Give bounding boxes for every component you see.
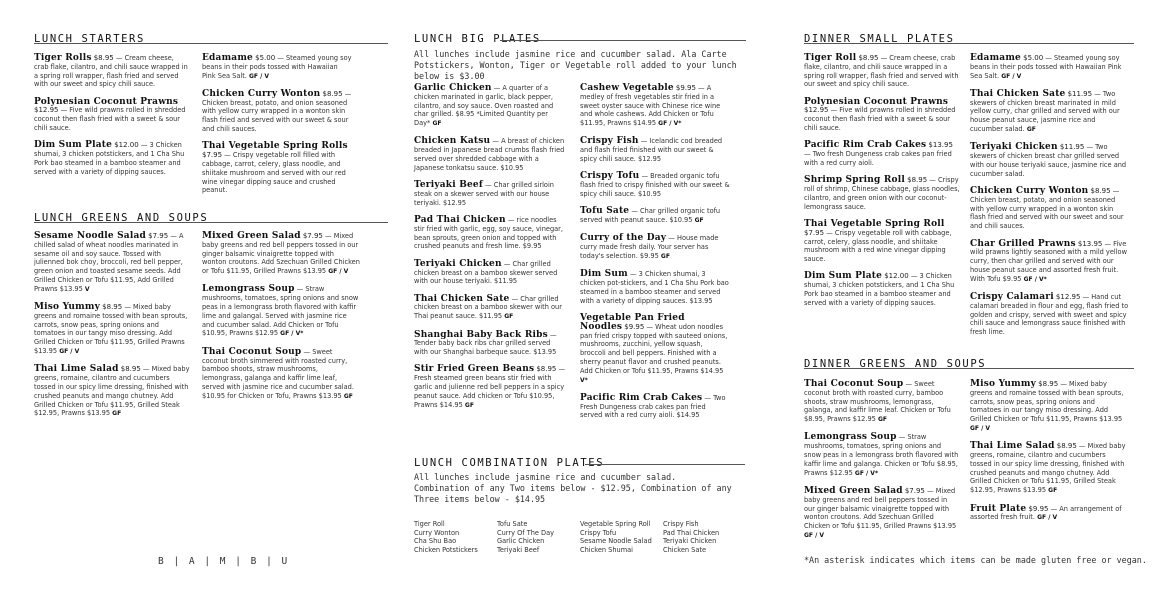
- menu-item-price: $11.95: [1067, 89, 1093, 98]
- dinner-small-title: DINNER SMALL PLATES: [804, 33, 955, 45]
- menu-item-diet-tag: GF / V: [328, 268, 349, 276]
- menu-item: [34, 365, 190, 419]
- combo-item: Chicken Potstickers: [414, 545, 478, 554]
- menu-item: [202, 232, 360, 277]
- lunch-starters-left: [34, 54, 190, 185]
- menu-item-description: — Char grilled organic tofu served with peanut sauce. $10.95: [580, 207, 721, 225]
- divider: [585, 464, 745, 465]
- menu-item-description: — A quarter of a chicken marinated in garlic, black pepper, cilantro, and soy sauce. Oven roasted and char grilled. $8.95 *Limited Quantity per Day*: [414, 84, 554, 128]
- menu-item-description: — Crispy roll of shrimp, Chinese cabbage, glass noodles, cilantro, and green onion with our coconut-lemongrass sauce.: [804, 176, 960, 211]
- menu-item: [804, 141, 960, 167]
- menu-item: [580, 84, 730, 129]
- combo-column-3: [580, 520, 652, 554]
- menu-item-price: $12.95: [804, 106, 829, 115]
- lunch-greens-right: [202, 232, 360, 410]
- menu-item-description: — House made curry made fresh daily. Your server has today's selection. $9.95: [580, 234, 719, 260]
- menu-item-name: Thai Chicken Sate: [414, 293, 510, 304]
- menu-item-price: $5.00: [1023, 54, 1044, 62]
- menu-item-name: Thai Lime Salad: [970, 441, 1055, 452]
- menu-item-name: Pacific Rim Crab Cakes: [580, 392, 703, 403]
- menu-item-price: $7.95: [904, 486, 925, 495]
- combo-item: Curry Of The Day: [497, 528, 555, 537]
- menu-item-description: — Crispy vegetable roll with cabbage, carrot, celery, glass noodle, and shiitake mushroom with a red wine vinegar dipping sauce.: [804, 228, 952, 264]
- menu-item-price: $8.95: [120, 365, 141, 374]
- menu-item-name: Thai Coconut Soup: [804, 379, 904, 389]
- menu-item-diet-tag: GF / V*: [658, 120, 682, 128]
- menu-item: [580, 394, 730, 420]
- menu-item-diet-tag: GF: [1026, 126, 1036, 134]
- menu-item-name: Crispy Calamari: [970, 292, 1054, 303]
- menu-item-name: Pad Thai Chicken: [414, 215, 506, 226]
- menu-item-description: — Five wild prawns lightly seasoned with a mild yellow curry, then char grilled and served with our house peanut sauce and assorted fresh fruit. With Tofu $9.95: [970, 239, 1127, 283]
- menu-item-name: Tofu Sate: [580, 206, 630, 217]
- menu-item: [970, 90, 1130, 135]
- menu-item-diet-tag: GF / V: [1037, 514, 1058, 522]
- combo-item: Cha Shu Bao: [414, 537, 457, 546]
- dinner-small-left: [804, 54, 960, 316]
- menu-item: [970, 505, 1128, 524]
- combo-item: Tofu Sate: [497, 520, 528, 528]
- lunch-combo-title: LUNCH COMBINATION PLATES: [414, 457, 605, 469]
- menu-item-name: Shrimp Spring Roll: [804, 175, 905, 186]
- menu-item-description: — Steamed young soy beans in their pods tossed with Hawaiian Pink Sea Salt.: [202, 54, 352, 80]
- menu-item: [580, 137, 730, 163]
- menu-item-name: Chicken Curry Wonton: [970, 186, 1089, 197]
- menu-item-price: $8.95: [102, 303, 123, 312]
- menu-item-description: — A breast of chicken breaded in Japanese bread crumbs flash fried served over shredded cabbage with a Japanese tonkatsu sauce. $10.95: [414, 137, 565, 172]
- menu-item-description: — Straw mushrooms, tomatoes, spring onions and snow peas in a lemongrass broth flavored with kaffir lime and galanga. Chicken or Tofu $8.95, Prawns $12.95: [804, 433, 959, 477]
- menu-item-diet-tag: GF / V*: [1023, 275, 1047, 283]
- dinner-greens-left: [804, 380, 960, 549]
- menu-item-name: Shanghai Baby Back Ribs: [414, 329, 548, 340]
- menu-item-price: $7.95: [148, 232, 169, 240]
- menu-item-name: Mixed Green Salad: [202, 231, 301, 241]
- menu-item-name: Thai Vegetable Spring Roll: [804, 218, 945, 229]
- lunch-big-right: [580, 84, 730, 429]
- menu-item: [414, 84, 566, 129]
- divider: [804, 368, 1134, 369]
- menu-item-description: — Straw mushrooms, tomatoes, spring onions and snow peas in a lemongrass broth flavored with kaffir lime and galangal. Served with jasmine rice and cucumber salad. Add Chicken or Tofu $10.95, Prawns $12.95: [202, 285, 359, 338]
- menu-item-name: Polynesian Coconut Prawns: [34, 96, 179, 107]
- menu-item: [202, 285, 360, 339]
- menu-item: [34, 54, 190, 89]
- menu-item-description: — Fresh steamed green beans stir fried with garlic and julienne red bell peppers in a spicy peanut sauce. Add chicken or Tofu $10.95, Prawns $14.95: [414, 365, 566, 409]
- menu-item: [970, 54, 1130, 81]
- menu-item-name: Dim Sum Plate: [804, 271, 883, 282]
- menu-item-name: Teriyaki Chicken: [970, 142, 1058, 153]
- lunch-starters-title: LUNCH STARTERS: [34, 33, 145, 45]
- menu-item-diet-tag: GF: [432, 120, 442, 128]
- combo-item: Tiger Roll: [414, 520, 445, 528]
- menu-item: [804, 54, 960, 89]
- menu-item-description: — Two skewers of chicken breast marinated in mild yellow curry, char grilled and served with our house peanut sauce, jasmine rice and cucumber salad.: [970, 89, 1120, 134]
- menu-item-description: — Chicken breast, potato, and onion seasoned with yellow curry wrapped in a wonton skin flash fried and served with our sweet and sour and chili sauces.: [970, 187, 1124, 231]
- menu-item-diet-tag: GF: [660, 252, 670, 260]
- menu-item: [804, 272, 960, 307]
- menu-item-description: — Mixed baby greens and red bell peppers tossed in our ginger balsamic vinaigrette topped with wonton croutons. Add Szechuan Grilled Chicken or Tofu $11.95, Grilled Prawns $13.95: [804, 486, 957, 531]
- combo-item: Vegetable Spring Roll: [580, 520, 651, 528]
- menu-item-name: Chicken Curry Wonton: [202, 88, 321, 99]
- menu-item-description: — Char grilled chicken breast on a bamboo skewer with our Thai peanut sauce. $11.95: [414, 294, 562, 321]
- menu-item: [414, 181, 566, 207]
- menu-item-price: $7.95: [302, 232, 323, 240]
- menu-item: [414, 365, 566, 410]
- menu-item-price: $5.00: [255, 54, 276, 62]
- menu-item-description: — Two Fresh Dungeness crab cakes pan fried served with a red curry aioli. $14.95: [580, 393, 726, 420]
- menu-item-description: — Mixed baby greens, romaine, cilantro and cucumbers tossed in our spicy lime dressing, finished with crushed peanuts and mango chutney. Add Grilled Chicken or Tofu $11.95, Grilled Steak $12.95, Prawns $13.95: [970, 442, 1126, 495]
- menu-item: [804, 220, 960, 264]
- menu-item-description: — 3 Chicken shumai, 3 chicken potstickers, and 1 Cha Shu Pork bao steamed in a bamboo steamer and served with a variety of dipping sauces.: [34, 141, 185, 176]
- menu-item-name: Crispy Fish: [580, 136, 639, 147]
- menu-item-description: — Five wild prawns rolled in shredded coconut then flash fried with a sweet & sour chili sauce.: [34, 106, 186, 133]
- menu-item-description: — Chicken breast, potato, and onion seasoned with yellow curry wrapped in a wonton skin flash fried and served with our sweet & sour and chili sauces.: [202, 89, 352, 134]
- lunch-greens-title: LUNCH GREENS AND SOUPS: [34, 212, 209, 224]
- menu-item-price: $9.95: [675, 84, 696, 92]
- menu-item-name: Pacific Rim Crab Cakes: [804, 140, 927, 151]
- combo-column-4: [663, 520, 719, 554]
- menu-item: [970, 442, 1128, 496]
- menu-item: [414, 331, 566, 357]
- combo-item: Curry Wonton: [414, 528, 460, 537]
- menu-item-name: Fruit Plate: [970, 503, 1027, 514]
- menu-item-description: — Steamed young soy beans in their pods tossed with Hawaiian Pink Sea Salt.: [970, 54, 1122, 80]
- menu-item-diet-tag: V: [84, 285, 90, 293]
- menu-item-name: Sesame Noodle Salad: [34, 231, 146, 241]
- menu-item-description: — 3 Chicken shumai, 3 chicken potstickers, and 1 Cha Shu Pork bao steamed in a bamboo steamer and served with a variety of dipping sauces.: [804, 272, 955, 307]
- combo-item: Chicken Shumai: [580, 545, 633, 554]
- lunch-big-note: All lunches include jasmine rice and cucumber salad. Ala Carte Potstickers, Wonton, Tiger or Vegetable roll added to your lunch below is $3.00: [414, 49, 737, 81]
- combo-item: Pad Thai Chicken: [663, 528, 720, 537]
- menu-item-description: — Mixed baby greens and romaine tossed with bean sprouts, carrots, snow peas, spring onions and tomatoes in our tangy miso dressing. Add Grilled Chicken or Tofu $11.95, Grilled Prawns $13.95: [34, 303, 188, 356]
- menu-item-diet-tag: GF / V: [59, 348, 80, 356]
- combo-column-2: [497, 520, 554, 554]
- menu-item-diet-tag: GF: [877, 416, 887, 424]
- menu-item-name: Teriyaki Beef: [414, 180, 483, 191]
- menu-item: [804, 98, 960, 133]
- menu-item-name: Miso Yummy: [970, 379, 1037, 389]
- combo-column-1: [414, 520, 478, 554]
- menu-item: [414, 260, 566, 286]
- gluten-free-footnote: *An asterisk indicates which items can be made gluten free or vegan.: [804, 555, 1147, 565]
- menu-item-price: $13.95: [1077, 239, 1103, 248]
- menu-item-price: $13.95: [928, 141, 953, 150]
- dinner-greens-right: [970, 380, 1128, 532]
- combo-item: Garlic Chicken: [497, 537, 545, 546]
- menu-item-price: $11.95: [1059, 143, 1085, 152]
- menu-item-diet-tag: GF / V: [804, 531, 825, 539]
- menu-item: [580, 172, 730, 198]
- menu-item-name: Polynesian Coconut Prawns: [804, 96, 949, 107]
- menu-item-description: — Cream cheese, crab flake, cilantro, and chili sauce wrapped in a spring roll wrapper, flash fried and served with our sweet and spicy chili sauce.: [34, 54, 188, 89]
- menu-item-name: Lemongrass Soup: [804, 432, 897, 443]
- menu-item-description: — Cream cheese, crab flake, cilantro, and chili sauce wrapped in a spring roll wrapper, flash fried and served with our sweet and spicy chili sauce.: [804, 54, 959, 89]
- menu-item-price: $9.95: [624, 322, 645, 331]
- menu-item: [970, 293, 1130, 337]
- menu-item: [34, 98, 190, 133]
- combo-item: Chicken Sate: [663, 545, 707, 554]
- menu-item-diet-tag: GF: [112, 410, 122, 418]
- menu-item-diet-tag: GF / V: [248, 72, 270, 80]
- menu-item-name: Tiger Rolls: [34, 53, 92, 63]
- menu-item-diet-tag: GF: [694, 217, 704, 225]
- divider: [500, 40, 746, 41]
- menu-item-price: $12.00: [884, 272, 909, 281]
- menu-item-name: Lemongrass Soup: [202, 284, 295, 295]
- menu-item-description: — Mixed baby greens and romaine tossed with bean sprouts, carrots, snow peas, spring onions and tomatoes in our tangy miso dressing. Add Grilled Chicken or Tofu $11.95, Prawns $13.95: [970, 380, 1124, 424]
- menu-item-diet-tag: GF: [464, 401, 474, 409]
- menu-item-price: $7.95: [804, 228, 825, 237]
- dinner-small-right: [970, 54, 1130, 346]
- lunch-big-title: LUNCH BIG PLATES: [414, 33, 541, 45]
- menu-item-name: Mixed Green Salad: [804, 485, 903, 496]
- menu-item: [580, 234, 730, 261]
- menu-item: [804, 433, 960, 478]
- menu-item-name: Vegetable Pan Fried Noodles: [580, 312, 685, 332]
- menu-item-description: — An arrangement of assorted fresh fruit.: [970, 504, 1122, 522]
- combo-item: Teriyaki Beef: [497, 545, 540, 554]
- menu-item-price: $9.95: [1028, 504, 1049, 513]
- combo-item: Crispy Fish: [663, 520, 699, 528]
- menu-item-name: Thai Coconut Soup: [202, 346, 302, 357]
- menu-item: [580, 270, 730, 305]
- menu-item-price: $8.95: [1090, 187, 1111, 196]
- menu-item-price: $8.95: [907, 176, 928, 185]
- menu-item-description: — Two fresh Dungeness crab cakes pan fried with a red curry aioli.: [804, 150, 952, 167]
- menu-item-description: — Five wild prawns rolled in shredded coconut then flash fried with a sweet & sour chili sauce.: [804, 106, 956, 133]
- menu-item-name: Garlic Chicken: [414, 83, 492, 93]
- menu-item: [970, 187, 1130, 231]
- menu-item: [414, 216, 566, 251]
- menu-item-description: — Icelandic cod breaded and flash fried finished with our sweet & spicy chili sauce. $12.95: [580, 137, 723, 164]
- menu-item: [202, 54, 352, 81]
- menu-item-description: — Mixed baby greens and red bell peppers tossed in our ginger balsamic vinaigrette topped with wonton croutons. Add Szechuan Grilled Chicken or Tofu $11.95, Grilled Prawns $13.95: [202, 232, 360, 276]
- menu-item-price: $8.95: [536, 365, 557, 374]
- menu-item-name: Dim Sum: [580, 269, 628, 280]
- menu-item: [34, 141, 190, 176]
- menu-item: [202, 142, 352, 195]
- menu-item-name: Dim Sum Plate: [34, 140, 113, 151]
- menu-item-name: Stir Fried Green Beans: [414, 364, 535, 375]
- divider: [34, 43, 388, 44]
- menu-item-name: Crispy Tofu: [580, 171, 640, 182]
- menu-item-name: Chicken Katsu: [414, 136, 491, 147]
- menu-item-price: $8.95: [93, 54, 114, 62]
- menu-item-description: — rice noodles stir fried with garlic, egg, soy sauce, vinegar, bean sprouts, green onion and topped with crushed peanuts and fresh lime. $9.95: [414, 216, 563, 251]
- menu-item-description: — Breaded organic tofu flash fried to crispy finished with our sweet & spicy chili sauce. $10.95: [580, 172, 730, 198]
- menu-item-name: Char Grilled Prawns: [970, 238, 1076, 249]
- menu-item-description: — Tender baby back ribs char grilled served with our Shanghai barbeque sauce. $13.95: [414, 330, 557, 357]
- menu-item-name: Miso Yummy: [34, 302, 101, 313]
- menu-item: [970, 380, 1128, 434]
- menu-item: [580, 207, 730, 226]
- menu-item-description: — A chilled salad of wheat noodles marinated in sesame oil and soy sauce. Tossed with julienned bok choy, broccoli, red bell pepper, green onion and toasted sesame seeds. Add Grilled Chicken or Tofu $11.95, Add Grilled Prawns $13.95: [34, 232, 184, 293]
- menu-item: [414, 295, 566, 322]
- lunch-starters-right: [202, 54, 352, 204]
- menu-item: [414, 137, 566, 172]
- menu-item-name: Edamame: [970, 53, 1021, 63]
- menu-item-description: — Sweet coconut broth with roasted curry, bamboo shoots, straw mushrooms, lemongrass, galanga, and kaffir lime leaf. Chicken or Tofu $8.95, Prawns $12.95: [804, 380, 951, 424]
- menu-item-description: — Hand cut calamari breaded in flour and egg, flash fried to golden and crispy, served with sweet and spicy chili sauce and lemongrass sauce finished with fresh lime.: [970, 293, 1129, 337]
- menu-item-price: $8.95: [1056, 442, 1077, 451]
- menu-item-diet-tag: GF / V*: [854, 469, 879, 477]
- menu-item-diet-tag: GF / V: [970, 424, 991, 432]
- divider: [34, 222, 388, 223]
- menu-item-price: $8.95: [1038, 380, 1059, 388]
- divider: [804, 43, 1134, 44]
- menu-item-price: $8.95: [322, 89, 343, 98]
- menu-item-description: — Mixed baby greens, romaine, cilantro and cucumbers tossed in our spicy lime dressing, finished with crushed peanuts and mango chutney. Add Grilled Chicken or Tofu $11.95, Grilled Steak $12.95, Prawns $13.95: [34, 365, 190, 418]
- combo-item: Sesame Noodle Salad: [580, 537, 652, 546]
- menu-item-description: — Two skewers of chicken breast char grilled served with our house teriyaki sauce, jasmine rice and cucumber salad.: [970, 143, 1127, 178]
- menu-item-name: Edamame: [202, 53, 253, 63]
- menu-item-description: — A medley of fresh vegetables stir fried in a sweet oyster sauce with Chinese rice wine and whole cashews. Add Chicken or Tofu $11.95, Prawns $14.95: [580, 84, 721, 128]
- menu-item-description: — Crispy vegetable roll filled with cabbage, carrot, celery, glass noodle, and shiitake mushroom and served with our red wine vinegar dipping sauce and crushed peanut.: [202, 151, 346, 195]
- lunch-greens-left: [34, 232, 190, 428]
- menu-item-name: Cashew Vegetable: [580, 83, 674, 93]
- menu-item: [970, 240, 1130, 285]
- menu-item-description: — Char grilled chicken breast on a bamboo skewer served with our house teriyaki. $11.95: [414, 259, 558, 286]
- menu-item-price: $7.95: [202, 151, 223, 160]
- menu-item-diet-tag: GF: [343, 392, 353, 400]
- menu-item-price: $12.00: [114, 141, 139, 150]
- menu-item-diet-tag: GF: [504, 313, 514, 321]
- menu-item: [970, 143, 1130, 178]
- menu-item-name: Teriyaki Chicken: [414, 258, 502, 269]
- menu-item-diet-tag: V*: [580, 376, 588, 384]
- menu-item-description: — Wheat udon noodles pan fried crispy topped with sauteed onions, mushrooms, zucchini, yellow squash, broccoli and bell peppers. Finished with a sherry peanut flavor and crushed peanuts. Add Chicken or Tofu $11.95, Prawns $14.95: [580, 322, 728, 375]
- menu-item-name: Thai Chicken Sate: [970, 88, 1066, 99]
- menu-item-description: — 3 Chicken shumai, 3 chicken pot-stickers, and 1 Cha Shu Pork bao steamed in a bamboo steamer and served with a variety of dipping sauces. $13.95: [580, 270, 729, 305]
- menu-item: [804, 487, 960, 541]
- bambu-logo: B | A | M | B | U: [158, 556, 290, 567]
- combo-item: Teriyaki Chicken: [663, 537, 717, 546]
- menu-item: [580, 314, 730, 385]
- menu-item-diet-tag: GF / V*: [280, 330, 304, 338]
- menu-item-diet-tag: GF: [1048, 487, 1058, 495]
- menu-item-name: Thai Vegetable Spring Rolls: [202, 141, 348, 152]
- menu-item: [202, 90, 352, 134]
- menu-item: [804, 176, 960, 211]
- menu-item-name: Curry of the Day: [580, 233, 667, 244]
- lunch-big-left: [414, 84, 566, 419]
- lunch-combo-note: All lunches include jasmine rice and cucumber salad. Combination of any Two items below - $12.95, Combination of any Three items below - $14.95: [414, 472, 732, 504]
- combo-item: Crispy Tofu: [580, 528, 617, 537]
- menu-item-diet-tag: GF / V: [1001, 72, 1022, 80]
- menu-item-price: $12.95: [34, 106, 59, 115]
- menu-item-description: — Char grilled sirloin steak on a skewer served with our house teriyaki. $12.95: [414, 181, 554, 207]
- menu-item-name: Thai Lime Salad: [34, 364, 119, 375]
- menu-item: [34, 303, 190, 357]
- menu-item-name: Tiger Roll: [804, 53, 857, 63]
- menu-item-price: $8.95: [858, 54, 879, 62]
- dinner-greens-title: DINNER GREENS AND SOUPS: [804, 358, 987, 370]
- menu-item: [34, 232, 190, 295]
- menu-item-price: $12.95: [1055, 293, 1081, 302]
- menu-item-description: — Sweet coconut broth simmered with roasted curry, bamboo shoots, straw mushrooms, lemongrass, galanga and kaffir lime leaf, served with jasmine rice and cucumber salad. $10.95 for Chicken or Tofu, Prawns $13.95: [202, 347, 354, 400]
- menu-item: [804, 380, 960, 425]
- menu-item: [202, 348, 360, 402]
